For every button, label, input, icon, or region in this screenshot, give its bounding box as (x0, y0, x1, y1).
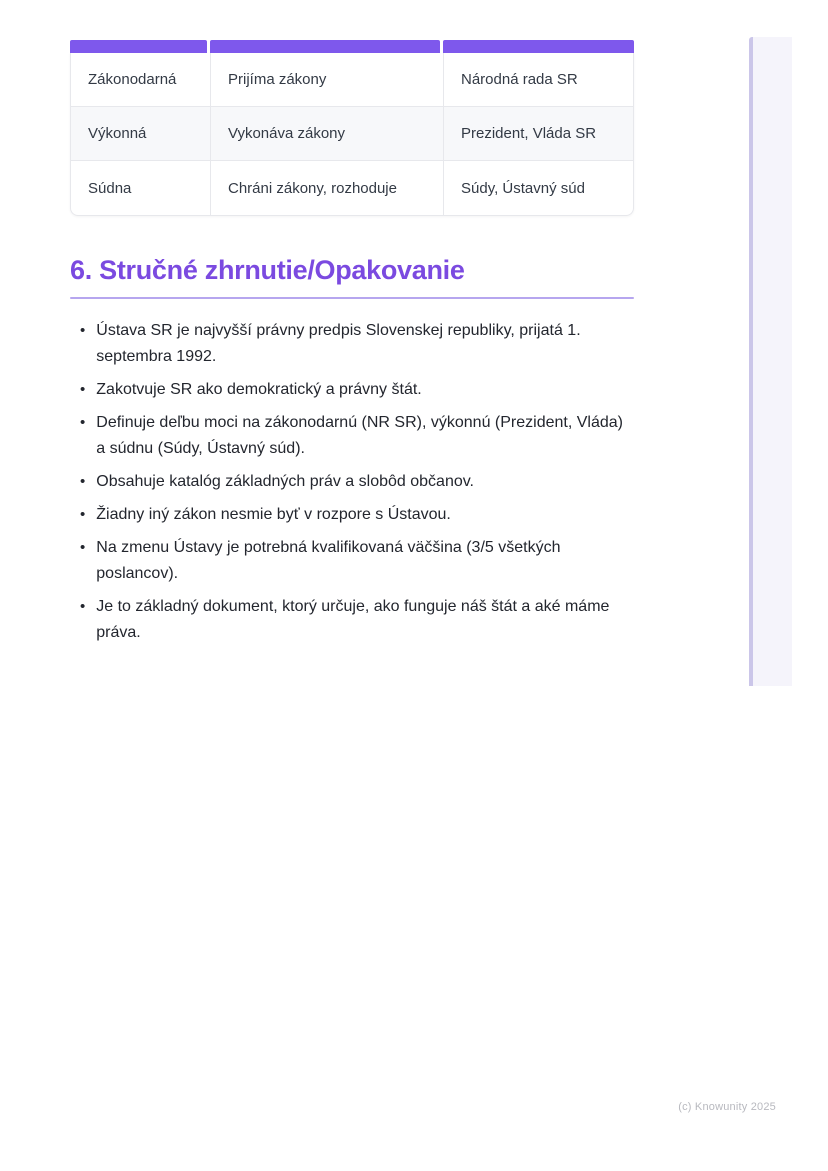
table-cell: Vykonáva zákony (211, 107, 444, 160)
list-item (80, 318, 634, 370)
bullet-icon: • (80, 381, 86, 398)
table-cell: Zákonodarná (71, 53, 211, 106)
table-row (71, 53, 633, 107)
summary-list (70, 318, 634, 646)
list-item-text: Zakotvuje SR ako demokratický a právny štát. (96, 381, 422, 398)
bullet-icon: • (80, 539, 86, 556)
table-cell: Národná rada SR (461, 71, 578, 88)
table-header-segment (210, 40, 440, 53)
bullet-icon: • (80, 414, 86, 431)
bullet-icon: • (80, 473, 86, 490)
list-item-text: Je to základný dokument, ktorý určuje, ako funguje náš štát a aké máme práva. (96, 598, 610, 641)
next-page-preview[interactable] (749, 37, 792, 686)
powers-table (70, 40, 634, 216)
list-item (80, 469, 634, 495)
table-header-segment (443, 40, 634, 53)
bullet-icon: • (80, 322, 86, 339)
table-cell: Chráni zákony, rozhoduje (211, 161, 444, 215)
table-cell: Súdna (71, 161, 211, 215)
section-divider (70, 297, 634, 299)
list-item (80, 377, 634, 403)
section-heading: 6. Stručné zhrnutie/Opakovanie (70, 255, 465, 285)
table-row (71, 107, 633, 161)
document-page-content (70, 40, 634, 653)
list-item-text: Definuje deľbu moci na zákonodarnú (NR SR), výkonnú (Prezident, Vláda) a súdnu (Súdy, Ústavný súd). (96, 414, 623, 457)
list-item (80, 502, 634, 528)
list-item-text: Žiadny iný zákon nesmie byť v rozpore s Ústavou. (96, 506, 451, 523)
copyright-text: (c) Knowunity 2025 (678, 1101, 776, 1113)
table-cell: Prezident, Vláda SR (461, 125, 597, 142)
table-body (70, 53, 634, 216)
table-cell: Prijíma zákony (211, 53, 444, 106)
list-item-text: Na zmenu Ústavy je potrebná kvalifikovaná väčšina (3/5 všetkých poslancov). (96, 539, 561, 582)
table-cell: Výkonná (71, 107, 211, 160)
table-header-bar (70, 40, 634, 53)
list-item (80, 410, 634, 462)
list-item (80, 535, 634, 587)
table-row (71, 161, 633, 215)
bullet-icon: • (80, 598, 86, 615)
table-cell: Súdy, Ústavný súd (461, 179, 585, 197)
list-item-text: Ústava SR je najvyšší právny predpis Slovenskej republiky, prijatá 1. septembra 1992. (96, 322, 581, 365)
list-item-text: Obsahuje katalóg základných práv a slobôd občanov. (96, 473, 474, 490)
table-header-segment (70, 40, 207, 53)
bullet-icon: • (80, 506, 86, 523)
list-item (80, 594, 634, 646)
